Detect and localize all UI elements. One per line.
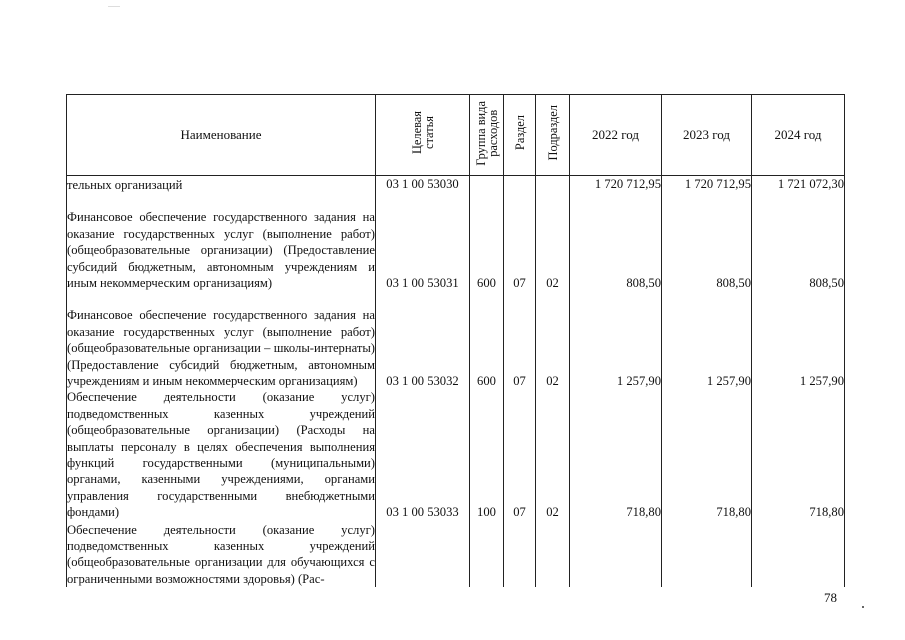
row-2023: 808,50 [662, 193, 752, 291]
row-subsection [536, 521, 570, 588]
row-2022: 808,50 [570, 193, 662, 291]
row-2022 [570, 521, 662, 588]
budget-table [66, 94, 845, 587]
table-row [67, 176, 845, 194]
row-2023: 718,80 [662, 389, 752, 520]
row-name: Обеспечение деятельности (оказание услуг) подведомственных казенных учреждений (общеобразовательные организации) (Расходы на выплаты персоналу в целях обеспечения выполнения функций государственными (муниципальными) органами, казенными учреждениями, органами управления государственными внебюджетными фондами) [67, 390, 375, 520]
row-group: 600 [470, 291, 504, 389]
table-row [67, 521, 845, 588]
header-name: Наименование [67, 95, 376, 176]
scan-artifact [108, 6, 120, 7]
row-section: 07 [504, 389, 536, 520]
row-section: 07 [504, 193, 536, 291]
row-subsection [536, 176, 570, 194]
row-2022: 1 257,90 [570, 291, 662, 389]
row-name: Финансовое обеспечение государственного задания на оказание государственных услуг (выполнение работ) (общеобразовательные организации) (Предоставление субсидий бюджетным, автономным учреждениям и иным некоммерческим организациям) [67, 193, 376, 291]
header-2022: 2022 год [570, 95, 662, 176]
row-group [470, 176, 504, 194]
row-2024: 1 721 072,30 [752, 176, 845, 194]
table-row [67, 291, 845, 389]
row-2022: 718,80 [570, 389, 662, 520]
table-row [67, 193, 845, 291]
row-2022: 1 720 712,95 [570, 176, 662, 194]
row-target: 03 1 00 53032 [376, 291, 470, 389]
header-2023: 2023 год [662, 95, 752, 176]
row-section [504, 521, 536, 588]
row-section [504, 176, 536, 194]
row-group: 600 [470, 193, 504, 291]
row-section: 07 [504, 291, 536, 389]
row-target [376, 521, 470, 588]
header-2024: 2024 год [752, 95, 845, 176]
row-group: 100 [470, 389, 504, 520]
row-2023: 1 720 712,95 [662, 176, 752, 194]
row-2024: 808,50 [752, 193, 845, 291]
row-target: 03 1 00 53031 [376, 193, 470, 291]
row-group [470, 521, 504, 588]
row-2023: 1 257,90 [662, 291, 752, 389]
row-subsection: 02 [536, 291, 570, 389]
row-subsection: 02 [536, 193, 570, 291]
row-2024: 718,80 [752, 389, 845, 520]
row-name: Обеспечение деятельности (оказание услуг) подведомственных казенных учреждений (общеобразовательные организации для обучающихся с ограниченными возможностями здоровья) (Рас- [67, 522, 375, 586]
row-name: тельных организаций [67, 176, 376, 194]
table-row [67, 389, 845, 520]
page-number: 78 [824, 590, 837, 605]
header-target: Целевая статья [376, 95, 470, 176]
row-target: 03 1 00 53030 [376, 176, 470, 194]
header-subsection: Подраздел [536, 95, 570, 176]
row-2024 [752, 521, 845, 588]
row-2024: 1 257,90 [752, 291, 845, 389]
row-name: Финансовое обеспечение государственного задания на оказание государственных услуг (выполнение работ) (общеобразовательные организации – школы-интернаты) (Предоставление субсидий бюджетным, автономным учреждениям и иным некоммерческим организациям) [67, 291, 376, 389]
row-subsection: 02 [536, 389, 570, 520]
row-2023 [662, 521, 752, 588]
table-header-row [67, 95, 845, 176]
header-group: Группа вида расходов [470, 95, 504, 176]
scan-artifact [862, 606, 864, 608]
header-section: Раздел [504, 95, 536, 176]
row-target: 03 1 00 53033 [376, 389, 470, 520]
